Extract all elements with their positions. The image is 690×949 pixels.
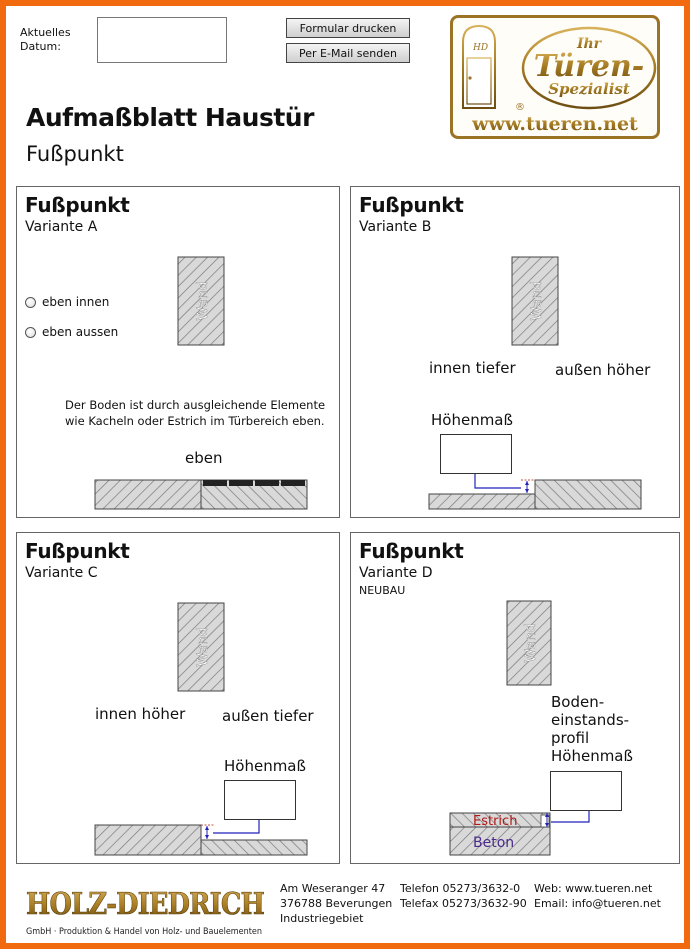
panel-variant-a: [16, 186, 340, 518]
panel-variant-c: [16, 532, 340, 864]
measure-label: Höhenmaß: [224, 757, 306, 775]
logo-line2: Türen-: [533, 49, 645, 84]
web-link[interactable]: Web: www.tueren.net: [534, 882, 653, 895]
hoehenmass-input[interactable]: [224, 780, 296, 820]
panel-a-diagram: [17, 187, 339, 517]
email-link[interactable]: Email: info@tueren.net: [534, 897, 661, 910]
logo-line1: Ihr: [576, 36, 602, 52]
option-eben-aussen[interactable]: eben aussen: [25, 325, 118, 339]
panel-c-title: Fußpunkt: [25, 539, 130, 563]
measure-label: Höhenmaß: [431, 411, 513, 429]
estrich-label: Estrich: [473, 814, 518, 829]
panel-variant-b: [350, 186, 680, 518]
profile-label: Boden- einstands- profil Höhenmaß: [551, 693, 633, 765]
print-form-button[interactable]: Formular drucken: [286, 18, 410, 38]
registered-mark: ®: [515, 102, 525, 113]
page-subtitle: Fußpunkt: [26, 142, 124, 166]
logo-url: www.tueren.net: [472, 113, 638, 135]
wall-label: Wand: [529, 281, 545, 321]
panel-d-title: Fußpunkt: [359, 539, 464, 563]
radio-eben-aussen[interactable]: [25, 327, 36, 338]
floor-inside-lower: [429, 494, 535, 509]
email-form-button[interactable]: Per E-Mail senden: [286, 43, 410, 63]
floor-label-eben: eben: [185, 449, 223, 467]
beton-label: Beton: [473, 835, 515, 851]
floor-inside: [95, 480, 201, 509]
company-subtitle: GmbH · Produktion & Handel von Holz- und Bauelementen: [26, 926, 262, 936]
panel-a-description: Der Boden ist durch ausgleichende Elemente wie Kacheln oder Estrich im Türbereich eben.: [65, 398, 326, 428]
panel-b-diagram: [351, 187, 679, 517]
door-icon: [463, 26, 495, 108]
company-name: HOLZ-DIEDRICH: [26, 887, 264, 922]
company-logo: [26, 880, 274, 942]
radio-eben-innen[interactable]: [25, 297, 36, 308]
date-input[interactable]: [97, 17, 227, 63]
panel-b-variant: Variante B: [359, 219, 432, 235]
floor-inside-higher: [95, 825, 201, 855]
door-monogram: HD: [473, 43, 489, 53]
option-eben-innen[interactable]: eben innen: [25, 295, 109, 309]
label-aussen-tiefer: außen tiefer: [222, 707, 314, 725]
brand-logo: [450, 15, 660, 139]
wall-label: Wand: [195, 281, 211, 321]
wall-label: Wand: [523, 623, 539, 663]
measure-line: [551, 811, 589, 822]
company-logo-graphic: [26, 880, 274, 938]
hoehenmass-input[interactable]: [550, 771, 622, 811]
page-title: Aufmaßblatt Haustür: [26, 103, 314, 132]
panel-a-title: Fußpunkt: [25, 193, 130, 217]
label-innen-hoeher: innen höher: [95, 705, 186, 723]
floor-outside-higher: [535, 480, 641, 509]
panel-a-variant: Variante A: [25, 219, 98, 235]
panel-d-note: NEUBAU: [359, 584, 406, 597]
wall-label: Wand: [195, 627, 211, 667]
floor-outside-lower: [201, 840, 307, 855]
panel-d-variant: Variante D: [359, 565, 433, 581]
phone-block: Telefon 05273/3632-0 Telefax 05273/3632-90: [400, 882, 527, 910]
date-label: Aktuelles Datum:: [20, 26, 71, 53]
panel-b-title: Fußpunkt: [359, 193, 464, 217]
panel-variant-d: [350, 532, 680, 864]
label-aussen-hoeher: außen höher: [555, 361, 651, 379]
contact-block: [534, 881, 661, 911]
hoehenmass-input[interactable]: [440, 434, 512, 474]
door-logo-graphic: [453, 18, 657, 136]
address-block: Am Weseranger 47 376788 Beverungen Industriegebiet: [280, 882, 393, 925]
logo-line3: Spezialist: [548, 80, 630, 98]
panel-c-variant: Variante C: [25, 565, 98, 581]
label-innen-tiefer: innen tiefer: [429, 359, 516, 377]
